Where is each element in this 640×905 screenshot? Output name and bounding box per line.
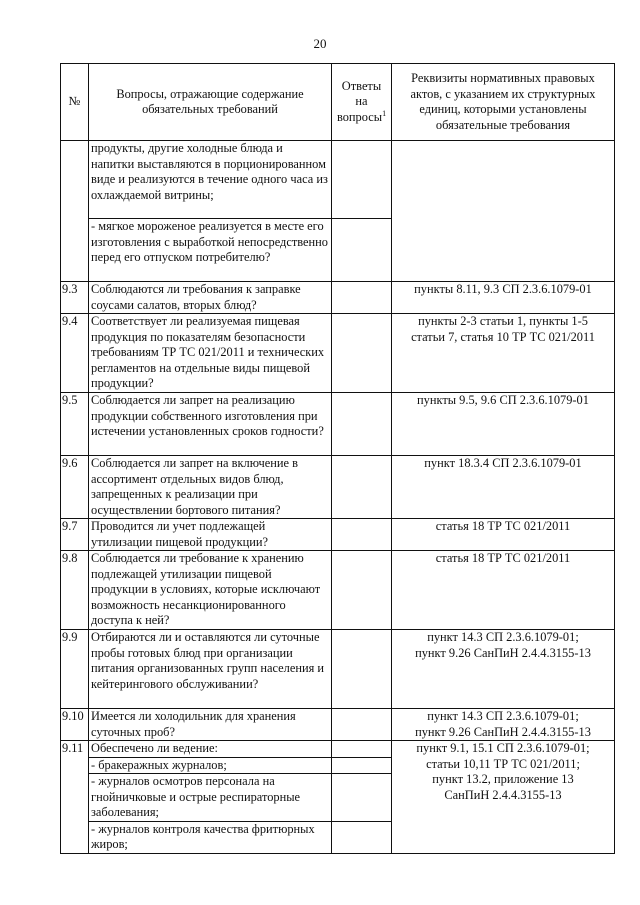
row-references (392, 741, 615, 854)
reference-line: статьи 7, статья 10 ТР ТС 021/2011 (411, 329, 595, 344)
reference-line: пункт 14.3 СП 2.3.6.1079-01; (427, 630, 579, 644)
row-number (61, 141, 89, 282)
row-references (392, 709, 615, 741)
reference-line: пункт 14.3 СП 2.3.6.1079-01; (427, 709, 579, 723)
row-references (392, 141, 615, 282)
reference-line: пункты 8.11, 9.3 СП 2.3.6.1079-01 (414, 282, 592, 296)
reference-line: пункт 9.26 СанПиН 2.4.4.3155-13 (415, 724, 591, 739)
row-question: Проводится ли учет подлежащей утилизации пищевой продукции? (89, 519, 332, 551)
reference-line: пункты 2-3 статьи 1, пункты 1-5 (418, 314, 588, 328)
table-row (61, 456, 615, 519)
row-question: - мягкое мороженое реализуется в месте его изготовления с выработкой непосредственно перед его отпуском потребителю? (89, 219, 332, 282)
row-number: 9.8 (61, 551, 89, 630)
row-question: Отбираются ли и оставляются ли суточные пробы готовых блюд при организации питания организованных групп населения и кейтерингового обслуживании? (89, 630, 332, 709)
table-row (61, 282, 615, 314)
table-row (61, 741, 615, 758)
row-number: 9.7 (61, 519, 89, 551)
row-number: 9.11 (61, 741, 89, 854)
row-answer-cell (332, 219, 392, 282)
table-header-row (61, 64, 615, 141)
table-row (61, 314, 615, 393)
reference-line: пункт 13.2, приложение 13 (432, 772, 574, 786)
row-answer-cell (332, 774, 392, 822)
row-references (392, 551, 615, 630)
reference-line: СанПиН 2.4.4.3155-13 (444, 787, 562, 802)
header-questions: Вопросы, отражающие содержание обязательных требований (89, 64, 332, 141)
row-answer-cell (332, 141, 392, 219)
header-answers-text: Ответы на вопросы (336, 78, 383, 124)
row-answer-cell (332, 393, 392, 456)
row-answer-cell (332, 709, 392, 741)
row-number: 9.9 (61, 630, 89, 709)
row-number: 9.3 (61, 282, 89, 314)
header-answers (332, 64, 392, 141)
row-number: 9.4 (61, 314, 89, 393)
page-number: 20 (313, 36, 327, 51)
row-answer-cell (332, 741, 392, 758)
reference-line: пункты 9.5, 9.6 СП 2.3.6.1079-01 (417, 393, 589, 407)
row-number: 9.10 (61, 709, 89, 741)
table-row (61, 393, 615, 456)
reference-line: статьи 10,11 ТР ТС 021/2011; (426, 756, 580, 771)
reference-line: пункт 9.1, 15.1 СП 2.3.6.1079-01; (416, 741, 590, 755)
header-references: Реквизиты нормативных правовых актов, с указанием их структурных единиц, которыми установлены обязательные требования (392, 64, 615, 141)
table-row (61, 519, 615, 551)
row-answer-cell (332, 456, 392, 519)
row-number: 9.6 (61, 456, 89, 519)
row-question: продукты, другие холодные блюда и напитки выставляются в порционированном виде и реализуются в течение одного часа из охлаждаемой витрины; (89, 141, 332, 219)
row-answer-cell (332, 282, 392, 314)
row-references (392, 393, 615, 456)
row-question: Имеется ли холодильник для хранения суточных проб? (89, 709, 332, 741)
table-row (61, 630, 615, 709)
reference-line: статья 18 ТР ТС 021/2011 (435, 551, 571, 565)
row-question: Соблюдается ли требование к хранению подлежащей утилизации пищевой продукции в условиях, которые исключают возможность несанкционированного доступа к ней? (89, 551, 332, 630)
reference-line: статья 18 ТР ТС 021/2011 (435, 519, 571, 533)
row-references (392, 456, 615, 519)
row-question: Соблюдаются ли требования к заправке соусами салатов, вторых блюд? (89, 282, 332, 314)
row-question: Соответствует ли реализуемая пищевая продукция по показателям безопасности требованиям ТР ТС 021/2011 и технических регламентов на отдельные виды пищевой продукции? (89, 314, 332, 393)
table-row (61, 141, 615, 219)
row-answer-cell (332, 757, 392, 774)
row-number: 9.5 (61, 393, 89, 456)
reference-line: пункт 18.3.4 СП 2.3.6.1079-01 (424, 456, 582, 470)
row-references (392, 314, 615, 393)
row-references (392, 282, 615, 314)
row-question: - журналов осмотров персонала на гнойничковые и острые респираторные заболевания; (89, 774, 332, 822)
requirements-table (60, 63, 615, 854)
row-answer-cell (332, 630, 392, 709)
row-references (392, 519, 615, 551)
row-answer-cell (332, 551, 392, 630)
reference-line: пункт 9.26 СанПиН 2.4.4.3155-13 (415, 645, 591, 660)
row-answer-cell (332, 821, 392, 853)
table-row (61, 709, 615, 741)
row-question: Обеспечено ли ведение: (89, 741, 332, 758)
row-question: Соблюдается ли запрет на реализацию продукции собственного изготовления при истечении установленных сроков годности? (89, 393, 332, 456)
row-answer-cell (332, 314, 392, 393)
header-num: № (61, 64, 89, 141)
row-answer-cell (332, 519, 392, 551)
table-row (61, 551, 615, 630)
row-question: Соблюдается ли запрет на включение в ассортимент отдельных видов блюд, запрещенных к реализации при осуществлении бортового питания? (89, 456, 332, 519)
row-question: - бракеражных журналов; (89, 757, 332, 774)
row-question: - журналов контроля качества фритюрных жиров; (89, 821, 332, 853)
row-references (392, 630, 615, 709)
header-answers-footnote: 1 (382, 108, 387, 118)
